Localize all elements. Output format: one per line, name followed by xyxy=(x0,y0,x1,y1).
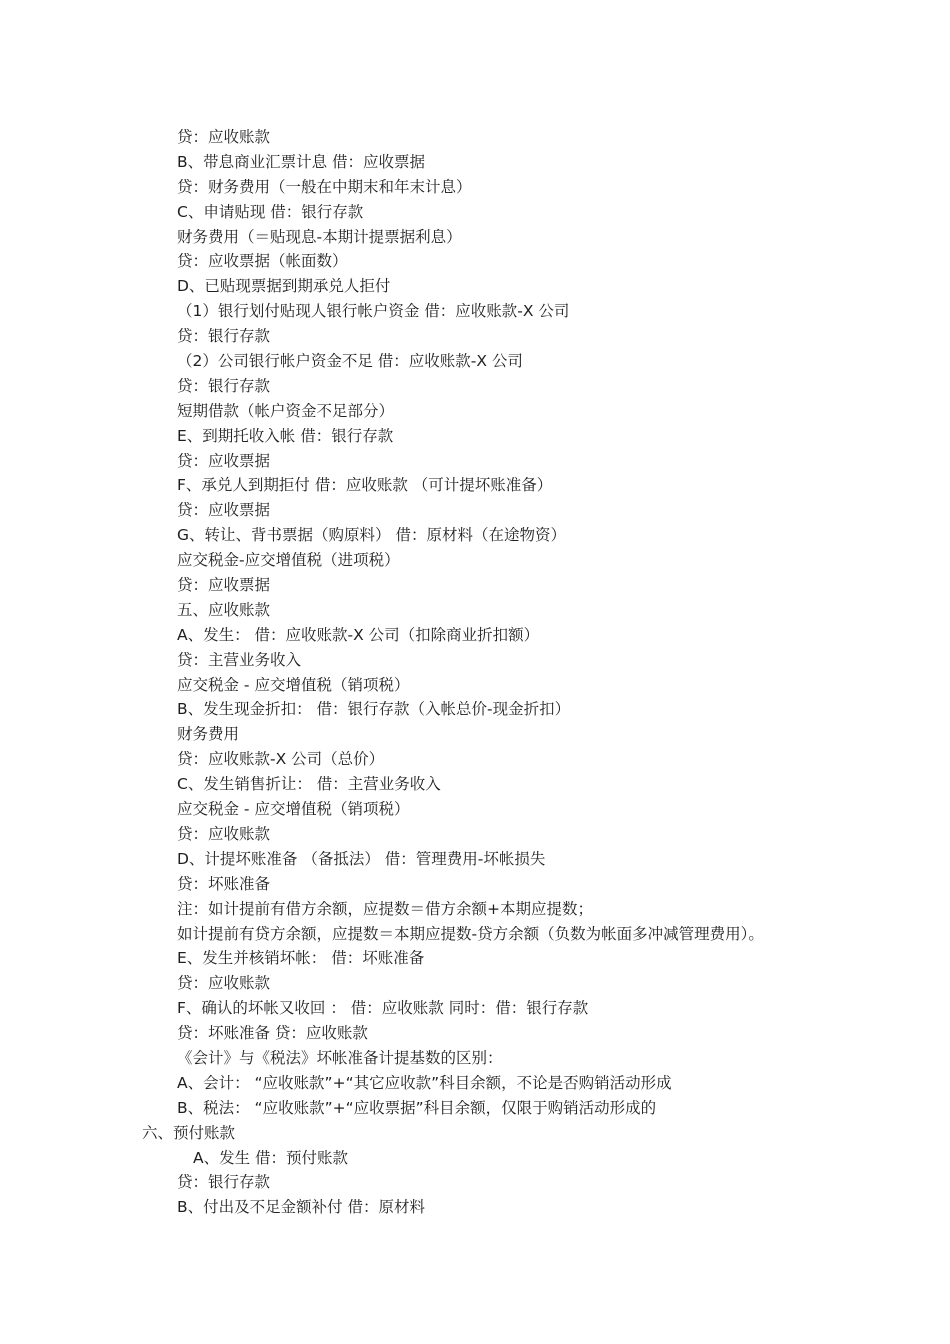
text-line: 贷：坏账准备 贷：应收账款 xyxy=(177,1024,368,1043)
text-line: 贷：应收账款-X 公司（总价） xyxy=(177,750,385,769)
text-line: 贷：银行存款 xyxy=(177,376,271,395)
text-line: （2）公司银行帐户资金不足 借：应收账款-X 公司 xyxy=(177,352,523,371)
text-line: B、发生现金折扣： 借：银行存款（入帐总价-现金折扣） xyxy=(177,700,571,719)
text-line: 贷：银行存款 xyxy=(177,327,271,346)
text-line: 贷：坏账准备 xyxy=(177,874,271,893)
text-line: G、转让、背书票据（购原料） 借：原材料（在途物资） xyxy=(177,526,566,545)
text-line: B、税法： “应收账款”+“应收票据”科目余额，仅限于购销活动形成的 xyxy=(177,1098,657,1117)
text-line: 财务费用（＝贴现息-本期计提票据利息） xyxy=(177,227,462,246)
text-line: C、申请贴现 借：银行存款 xyxy=(177,202,364,221)
document-body xyxy=(0,125,950,1220)
section-heading: 五、应收账款 xyxy=(177,600,271,619)
text-line: 贷：应收票据 xyxy=(177,451,271,470)
text-line: C、发生销售折让： 借：主营业务收入 xyxy=(177,775,441,794)
note-line: 如计提前有贷方余额，应提数＝本期应提数-贷方余额（负数为帐面多冲减管理费用）。 xyxy=(177,924,764,943)
text-line: 贷：财务费用（一般在中期末和年末计息） xyxy=(177,177,472,196)
section-heading: 六、预付账款 xyxy=(142,1123,236,1142)
text-line: A、发生： 借：应收账款-X 公司（扣除商业折扣额） xyxy=(177,625,540,644)
text-line: B、付出及不足金额补付 借：原材料 xyxy=(177,1198,426,1217)
text-line: 贷：应收账款 xyxy=(177,824,271,843)
text-line: F、承兑人到期拒付 借：应收账款 （可计提坏账准备） xyxy=(177,476,553,495)
text-line: 贷：应收票据 xyxy=(177,501,271,520)
text-line: B、带息商业汇票计息 借：应收票据 xyxy=(177,152,426,171)
note-line: 注：如计提前有借方余额，应提数＝借方余额+本期应提数； xyxy=(177,899,593,918)
text-line: 贷：应收账款 xyxy=(177,128,271,146)
text-line: 《会计》与《税法》坏帐准备计提基数的区别： xyxy=(177,1048,503,1067)
text-line: 财务费用 xyxy=(177,725,240,744)
text-line: F、确认的坏帐又收回 ： 借：应收账款 同时：借：银行存款 xyxy=(177,999,589,1018)
text-line: 应交税金 - 应交增值税（销项税） xyxy=(177,675,410,694)
text-line: A、会计： “应收账款”+“其它应收款”科目余额，不论是否购销活动形成 xyxy=(177,1073,672,1092)
text-line: （1）银行划付贴现人银行帐户资金 借：应收账款-X 公司 xyxy=(177,302,570,321)
text-line: 应交税金 - 应交增值税（销项税） xyxy=(177,800,410,819)
text-line: 贷：应收票据（帐面数） xyxy=(177,252,348,271)
text-line: 应交税金-应交增值税（进项税） xyxy=(177,551,400,570)
text-line: D、计提坏账准备 （备抵法） 借：管理费用-坏帐损失 xyxy=(177,849,546,868)
text-line: 贷：主营业务收入 xyxy=(177,650,302,669)
text-line: D、已贴现票据到期承兑人拒付 xyxy=(177,277,391,296)
text-line: 短期借款（帐户资金不足部分） xyxy=(177,401,395,420)
text-line: E、发生并核销坏帐： 借：坏账准备 xyxy=(177,949,425,968)
text-line: 贷：银行存款 xyxy=(177,1173,271,1192)
text-line: 贷：应收票据 xyxy=(177,576,271,595)
text-line: 贷：应收账款 xyxy=(177,974,271,993)
text-line: E、到期托收入帐 借：银行存款 xyxy=(177,426,394,445)
text-line: A、发生 借：预付账款 xyxy=(193,1148,349,1167)
